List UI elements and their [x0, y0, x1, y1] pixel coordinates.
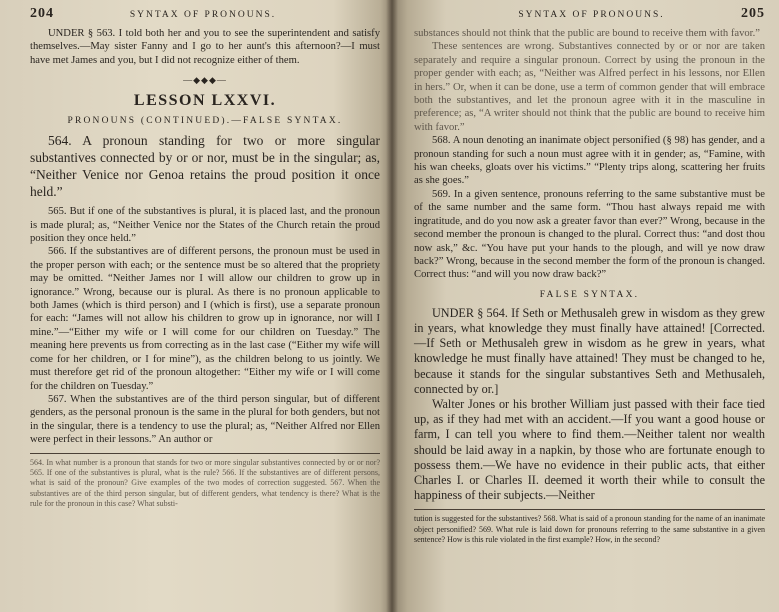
left-footnote-rule	[30, 453, 380, 454]
left-page-number: 204	[30, 6, 54, 21]
rule-564: 564. A pronoun standing for two or more singular substantives connected by or or nor, must be in the singular; as, “Neither Venice nor Genoa retains the proud position it once held.”	[30, 133, 380, 200]
right-running-title: SYNTAX OF PRONOUNS.	[518, 10, 665, 20]
paragraph-565: 565. But if one of the substantives is plural, it is placed last, and the pronoun is made plural; as, “Neither Venice nor the States of the Church retain the proud position they once held.”	[30, 206, 380, 245]
lesson-subtitle: PRONOUNS (CONTINUED).—FALSE SYNTAX.	[67, 116, 343, 127]
ornament-divider: —◆◆◆—	[183, 75, 227, 86]
right-page-number: 205	[741, 6, 765, 21]
false-syntax-heading: FALSE SYNTAX.	[539, 289, 640, 300]
right-page	[392, 0, 779, 612]
left-top-paragraph: UNDER § 563. I told both her and you to see the superintendent and satisfy themselves.—May sister Fanny and I go to her aunt's this afternoon?—I must have met James and you, but I did not recognize either of them.	[30, 28, 380, 66]
walter-jones-exercise: Walter Jones or his brother William just passed with their face tied up, as if they had met with an accident.—If you want a good house or farm, I can tell you where to find them.—Neither talent nor wealth should be laid away in a napkin, by those who are fortunate enough to possess them.—We have no evidence in their public acts, that either Charles I. or Charles II. deemed it worth their while to consult the happiness of their subjects.—Neither	[414, 396, 765, 503]
paragraph-566: 566. If the substantives are of different persons, the pronoun must be used in the proper person with each; or the sentence must be so altered that the propriety may be omitted. “Neither James nor I will allow our children to grow up in ignorance.” Wrong, because our is plural. As there is no pronoun applicable to both James (which is third person) and I (which is first), use a separate pronoun for each: “James will not allow his children to grow up in ignorance, nor will I mine.”—“Either my wife or I will come for our children on Tuesday.” The meaning here prevents us from correcting as in the last case (“Either my wife will come for her children, or I for mine”), as the children belong to us jointly. We must therefore get rid of the pronoun altogether: “Either my wife or I will come for the children on Tuesday.”	[30, 246, 380, 392]
paragraph-continued: substances should not think that the public are bound to receive them with favor.”	[414, 28, 760, 39]
right-running-head	[414, 6, 765, 22]
paragraph-567: 567. When the substantives are of the third person singular, but of different genders, as the personal pronoun is the same in the plural for both genders, but not in the singular, there is a tendency to use the plural; as, “Neither Alfred nor Ellen were perfect in their lessons.” An author or	[30, 393, 380, 446]
paragraph-sentences-wrong: These sentences are wrong. Substantives connected by or or nor are taken separately and require a singular pronoun. Correct by using the pronoun in the proper gender with each; as, “Neither was Alfred perfect in his lessons, nor Ellen in hers.” Or, when it can be done, use a term of common gender that will embrace both the substantives, and let the pronoun agree with it in the masculine in preference; as, “A writer should not think that the public are bound to receive him with favor.”	[414, 41, 765, 133]
left-footnote: 564. In what number is a pronoun that stands for two or more singular substantives connected by or or nor? 565. If one of the substantives is plural, what is the rule? 566. If the substantives are of different persons, what is said of the pronoun? Give examples of the two modes of correction suggested. 567. When the substantives are of the third person singular, but of different genders, what tendency is there? What is the rule for the pronoun in this case? What substi-	[30, 457, 380, 509]
right-footnote-rule	[414, 509, 765, 510]
left-running-title: SYNTAX OF PRONOUNS.	[129, 10, 277, 20]
left-running-head	[30, 6, 380, 22]
book-gutter	[386, 0, 398, 612]
right-footnote: tution is suggested for the substantives? 568. What is said of a pronoun standing for the name of an inanimate object personified? 569. What rule is laid down for pronouns referring to the same substantive in a given sentence? How is this rule violated in the first example? How, in the second?	[414, 514, 765, 545]
paragraph-568: 568. A noun denoting an inanimate object personified (§ 98) has gender, and a pronoun standing for such a noun must agree with it in gender; as, “Famine, with his wan cheeks, gloats over his victims.” “Plenty trips along, scattering her fruits as she goes.”	[414, 135, 765, 187]
under-564-exercise: UNDER § 564. If Seth or Methusaleh grew in wisdom as they grew in years, what knowledge they must finally have attained! [Corrected.—If Seth or Methusaleh grew in wisdom as he grew in years, what knowledge he must finally have attained! They must be changed to he, because it stands for the singular substantives Seth and Methusaleh, connected by or.]	[414, 305, 765, 396]
paragraph-569: 569. In a given sentence, pronouns referring to the same substantive must be of the same number and the same form. “Thou hast always repaid me with ingratitude, and do you now ask a greater favor than ever?” Wrong, because in the second member the pronoun is changed to the plural. Correct thus: “and dost thou now ask,” &c. “You have put your hands to the plough, and will ye now draw back?” Wrong, because in the second member the form of the pronoun is changed. Correct thus: “and will you now draw back?”	[414, 188, 765, 281]
lesson-title: LESSON LXXVI.	[133, 92, 277, 110]
